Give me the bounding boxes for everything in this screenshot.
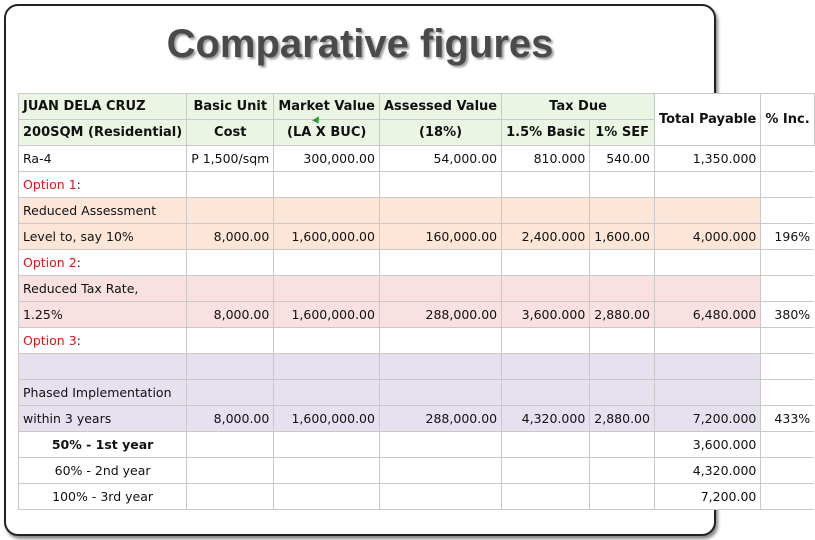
- option3-values-row: [19, 406, 815, 432]
- option2-unit-cost: 8,000.00: [187, 302, 274, 328]
- option3-basic-tax: 4,320.000: [502, 406, 590, 432]
- option2-desc1: Reduced Tax Rate,: [19, 276, 187, 302]
- phase-row: [19, 484, 815, 510]
- option3-unit-cost: 8,000.00: [187, 406, 274, 432]
- base-basic-tax: 810.000: [502, 146, 590, 172]
- option1-values-row: [19, 224, 815, 250]
- base-pct: [761, 146, 814, 172]
- option1-unit-cost: 8,000.00: [187, 224, 274, 250]
- option2-sef-tax: 2,880.00: [590, 302, 655, 328]
- header-market-value: Market Value: [274, 94, 380, 120]
- option1-label-row: [19, 172, 815, 198]
- phase-1-value: 3,600.000: [654, 432, 760, 458]
- option3-total-payable: 7,200.000: [654, 406, 760, 432]
- option2-desc2: 1.25%: [19, 302, 187, 328]
- option3-label-row: [19, 328, 815, 354]
- option1-basic-tax: 2,400.000: [502, 224, 590, 250]
- phase-1-label: 50% - 1st year: [19, 432, 187, 458]
- option2-market-value: 1,600,000.00: [274, 302, 380, 328]
- option2-label-row: [19, 250, 815, 276]
- header-pct-inc: % Inc.: [761, 94, 814, 146]
- base-assessed-value: 54,000.00: [379, 146, 501, 172]
- option1-sef-tax: 1,600.00: [590, 224, 655, 250]
- header-basic-tax: 1.5% Basic: [502, 120, 590, 146]
- option2-values-row: [19, 302, 815, 328]
- slide-title: Comparative figures: [166, 22, 554, 66]
- option1-desc1: Reduced Assessment: [19, 198, 187, 224]
- option2-basic-tax: 3,600.000: [502, 302, 590, 328]
- base-total-payable: 1,350.000: [654, 146, 760, 172]
- header-la-buc: (LA X BUC): [274, 120, 380, 146]
- option2-total-payable: 6,480.000: [654, 302, 760, 328]
- base-sef-tax: 540.00: [590, 146, 655, 172]
- phase-row: [19, 432, 815, 458]
- option3-label: Option 3:: [19, 328, 187, 354]
- phase-3-value: 7,200.00: [654, 484, 760, 510]
- base-row: [19, 146, 815, 172]
- header-row-1: [19, 94, 815, 120]
- header-assess-rate: (18%): [379, 120, 501, 146]
- option1-pct: 196%: [761, 224, 814, 250]
- option1-desc2: Level to, say 10%: [19, 224, 187, 250]
- option2-pct: 380%: [761, 302, 814, 328]
- option2-assessed-value: 288,000.00: [379, 302, 501, 328]
- option1-assessed-value: 160,000.00: [379, 224, 501, 250]
- option1-market-value: 1,600,000.00: [274, 224, 380, 250]
- option2-label: Option 2:: [19, 250, 187, 276]
- header-sef-tax: 1% SEF: [590, 120, 655, 146]
- option1-label: Option 1:: [19, 172, 187, 198]
- option2-desc-row: [19, 276, 815, 302]
- base-class: Ra-4: [19, 146, 187, 172]
- header-owner: JUAN DELA CRUZ: [19, 94, 187, 120]
- header-property: 200SQM (Residential): [19, 120, 187, 146]
- header-tax-due: Tax Due: [502, 94, 655, 120]
- comparison-table: [18, 93, 815, 510]
- header-assessed-value: Assessed Value: [379, 94, 501, 120]
- phase-2-label: 60% - 2nd year: [19, 458, 187, 484]
- option3-sef-tax: 2,880.00: [590, 406, 655, 432]
- option1-total-payable: 4,000.000: [654, 224, 760, 250]
- option3-desc1: Phased Implementation: [19, 380, 187, 406]
- header-cost: Cost: [187, 120, 274, 146]
- phase-2-value: 4,320.000: [654, 458, 760, 484]
- option3-pct: 433%: [761, 406, 814, 432]
- option3-desc-row: [19, 380, 815, 406]
- option1-desc-row: [19, 198, 815, 224]
- header-total-payable: Total Payable: [654, 94, 760, 146]
- option3-assessed-value: 288,000.00: [379, 406, 501, 432]
- option3-desc2: within 3 years: [19, 406, 187, 432]
- base-unit-cost: P 1,500/sqm: [187, 146, 274, 172]
- option3-market-value: 1,600,000.00: [274, 406, 380, 432]
- phase-3-label: 100% - 3rd year: [19, 484, 187, 510]
- option3-spacer-row: [19, 354, 815, 380]
- header-basic-unit: Basic Unit: [187, 94, 274, 120]
- base-market-value: 300,000.00: [274, 146, 380, 172]
- phase-row: [19, 458, 815, 484]
